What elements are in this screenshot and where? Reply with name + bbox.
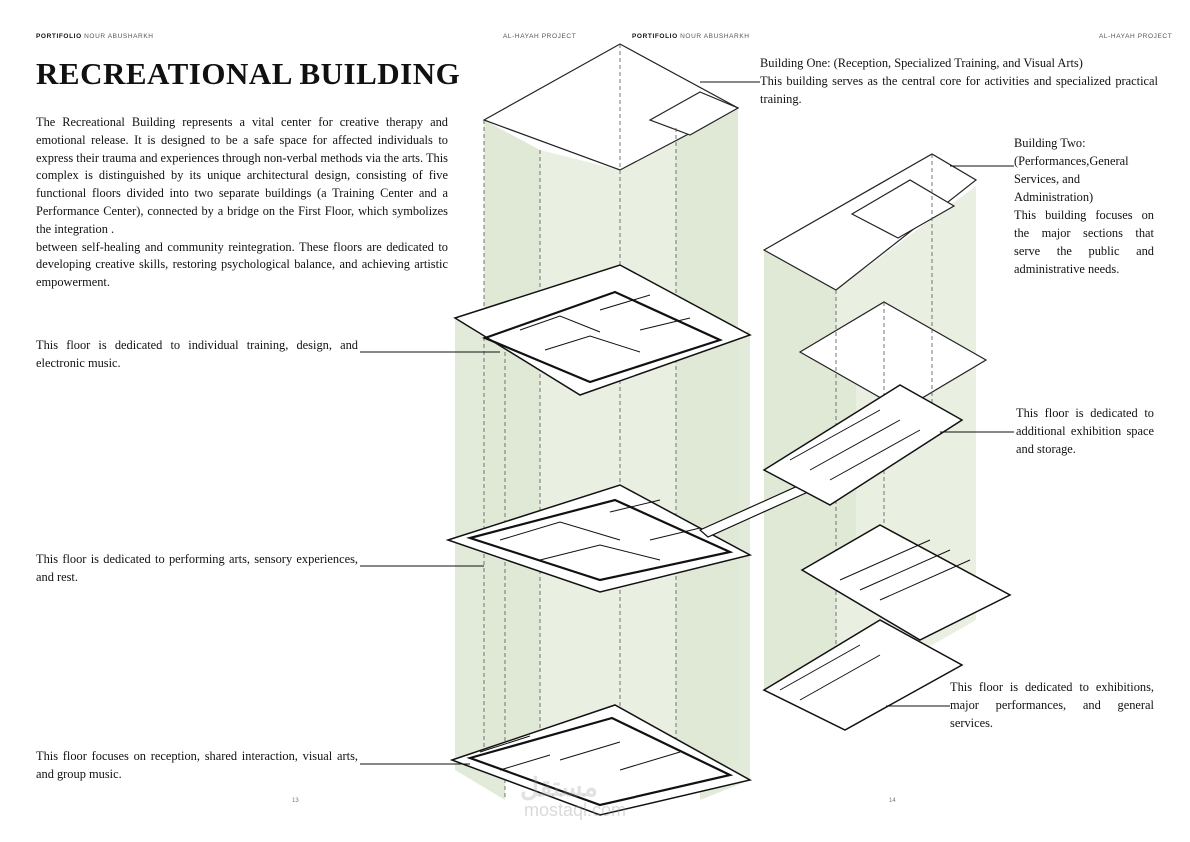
label-floor-ground-right: This floor is dedicated to exhibitions, major performances, and general services. xyxy=(950,680,1154,730)
label-floor-ground-left: This floor focuses on reception, shared interaction, visual arts, and group music. xyxy=(36,749,358,781)
building-one-title: Building One: (Reception, Specialized Training, and Visual Arts) xyxy=(760,56,1083,70)
intro-paragraph-1: The Recreational Building represents a vital center for creative therapy and emotional release. It is designed to be a safe space for affected individuals to express their trauma and experiences through non-verbal methods via the arts. This complex is distinguished by its unique architectural design, consisting of five functional floors divided into two separate buildings (a Training Center and a Performance Center), connected by a bridge on the First Floor, which symbolizes the integration . xyxy=(36,115,448,236)
label-floor-top-right: This floor is dedicated to additional exhibition space and storage. xyxy=(1016,406,1154,456)
label-floor-top-left: This floor is dedicated to individual training, design, and electronic music. xyxy=(36,338,358,370)
header-left-brand: PORTIFOLIO NOUR ABUSHARKH xyxy=(36,33,154,40)
label-building-one xyxy=(760,54,1158,108)
page-title: RECREATIONAL BUILDING xyxy=(36,56,461,91)
building-two-title: Building Two: (Performances,General Services, and Administration) xyxy=(1014,136,1129,204)
building-two-text: This building focuses on the major sections that serve the public and administrative needs. xyxy=(1014,208,1154,276)
label-floor-mid-left: This floor is dedicated to performing arts, sensory experiences, and rest. xyxy=(36,552,358,584)
label-building-two xyxy=(1014,134,1154,278)
watermark-site: mostaql.com xyxy=(524,800,627,820)
page-number-right: 14 xyxy=(889,798,896,804)
header-right-project: AL-HAYAH PROJECT xyxy=(1099,33,1173,40)
header-left-author: NOUR ABUSHARKH xyxy=(84,33,154,40)
header-right-brand: PORTIFOLIO NOUR ABUSHARKH xyxy=(632,33,750,40)
building-one-volume xyxy=(455,108,750,800)
intro-paragraph-2: between self-healing and community reintegration. These floors are dedicated to developing creative skills, restoring psychological balance, and achieving artistic empowerment. xyxy=(36,239,448,290)
header-left-project: AL-HAYAH PROJECT xyxy=(503,33,577,40)
header-right-author: NOUR ABUSHARKH xyxy=(680,33,750,40)
page-number-left: 13 xyxy=(292,798,299,804)
building-one-text: This building serves as the central core for activities and specialized practical training. xyxy=(760,74,1158,106)
intro-text xyxy=(36,114,448,292)
watermark-logo: مستقل xyxy=(520,772,598,802)
